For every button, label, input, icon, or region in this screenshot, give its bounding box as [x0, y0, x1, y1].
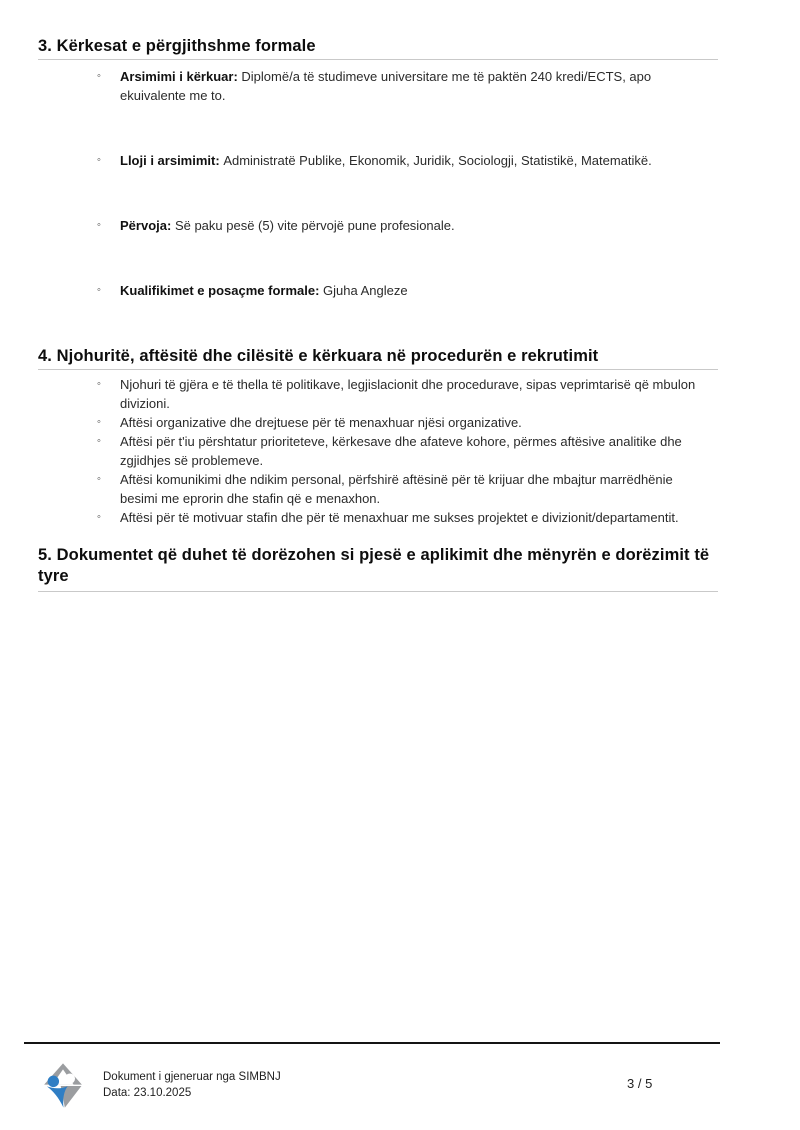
item-text: Aftësi për të motivuar stafin dhe për të menaxhuar me sukses projektet e divizionit/departamentit.: [120, 510, 679, 525]
item-text: Administratë Publike, Ekonomik, Juridik, Sociologji, Statistikë, Matematikë.: [223, 153, 652, 168]
section-formal-requirements: [38, 36, 718, 300]
list-item: [38, 67, 718, 105]
item-text: Aftësi për t'iu përshtatur prioriteteve, kërkesave dhe afateve kohore, përmes aftësive analitike dhe zgjidhjes së problemeve.: [120, 434, 682, 468]
item-body: [120, 281, 705, 300]
item-label: Kualifikimet e posaçme formale:: [120, 283, 320, 298]
bullet-icon: ◦: [97, 511, 101, 523]
section-4-heading: 4. Njohuritë, aftësitë dhe cilësitë e kërkuara në procedurën e rekrutimit: [38, 347, 599, 365]
section-knowledge-skills: [38, 346, 718, 527]
footer-texts: [103, 1069, 281, 1101]
list-item: [38, 413, 718, 432]
bullet-icon: ◦: [97, 219, 101, 231]
bullet-icon: ◦: [97, 416, 101, 428]
item-text: Diplomë/a të studimeve universitare me të paktën 240 kredi/ECTS, apo ekuivalente me to.: [120, 69, 652, 103]
section-4-rule: [38, 369, 718, 370]
section-required-documents: [38, 545, 718, 592]
footer: [40, 1061, 281, 1110]
bullet-icon: ◦: [97, 378, 101, 390]
item-text: Së paku pesë (5) vite përvojë pune profesionale.: [174, 218, 455, 233]
section-3-list: [38, 67, 718, 300]
section-3-rule: [38, 59, 718, 60]
footer-date-text: Data: 23.10.2025: [103, 1087, 192, 1099]
list-item: [38, 432, 718, 470]
item-text: Gjuha Angleze: [323, 283, 408, 298]
page-number: 3 / 5: [627, 1076, 653, 1091]
list-item: [38, 470, 718, 508]
item-body: [120, 216, 705, 235]
item-label: Përvoja:: [120, 218, 172, 233]
list-item: [38, 151, 718, 170]
list-item: [38, 508, 718, 527]
item-text: Aftësi komunikimi dhe ndikim personal, përfshirë aftësinë për të krijuar dhe mbajtur marrëdhënie besimi me eprorin dhe stafin që e menaxhon.: [120, 472, 673, 506]
list-item: [38, 216, 718, 235]
item-body: [120, 151, 705, 170]
list-item: [38, 281, 718, 300]
bullet-icon: ◦: [97, 284, 101, 296]
item-body: [120, 67, 705, 105]
bullet-icon: ◦: [97, 435, 101, 447]
section-4-list: [38, 375, 718, 527]
bullet-icon: ◦: [97, 473, 101, 485]
footer-rule: [24, 1042, 720, 1044]
bullet-icon: ◦: [97, 70, 101, 82]
bullet-icon: ◦: [97, 154, 101, 166]
section-5-rule: [38, 591, 718, 592]
footer-generated-text: Dokument i gjeneruar nga SIMBNJ: [103, 1071, 281, 1083]
item-text: Aftësi organizative dhe drejtuese për të menaxhuar njësi organizative.: [120, 415, 522, 430]
item-label: Arsimimi i kërkuar:: [120, 69, 238, 84]
item-text: Njohuri të gjëra e të thella të politikave, legjislacionit dhe procedurave, sipas veprimtarisë që mbulon divizioni.: [120, 377, 696, 411]
section-3-heading: 3. Kërkesat e përgjithshme formale: [38, 37, 316, 55]
section-5-heading: 5. Dokumentet që duhet të dorëzohen si pjesë e aplikimit dhe mënyrën e dorëzimit të tyre: [38, 546, 710, 585]
item-label: Lloji i arsimimit:: [120, 153, 220, 168]
simbnj-logo-icon: [40, 1061, 86, 1110]
list-item: [38, 375, 718, 413]
